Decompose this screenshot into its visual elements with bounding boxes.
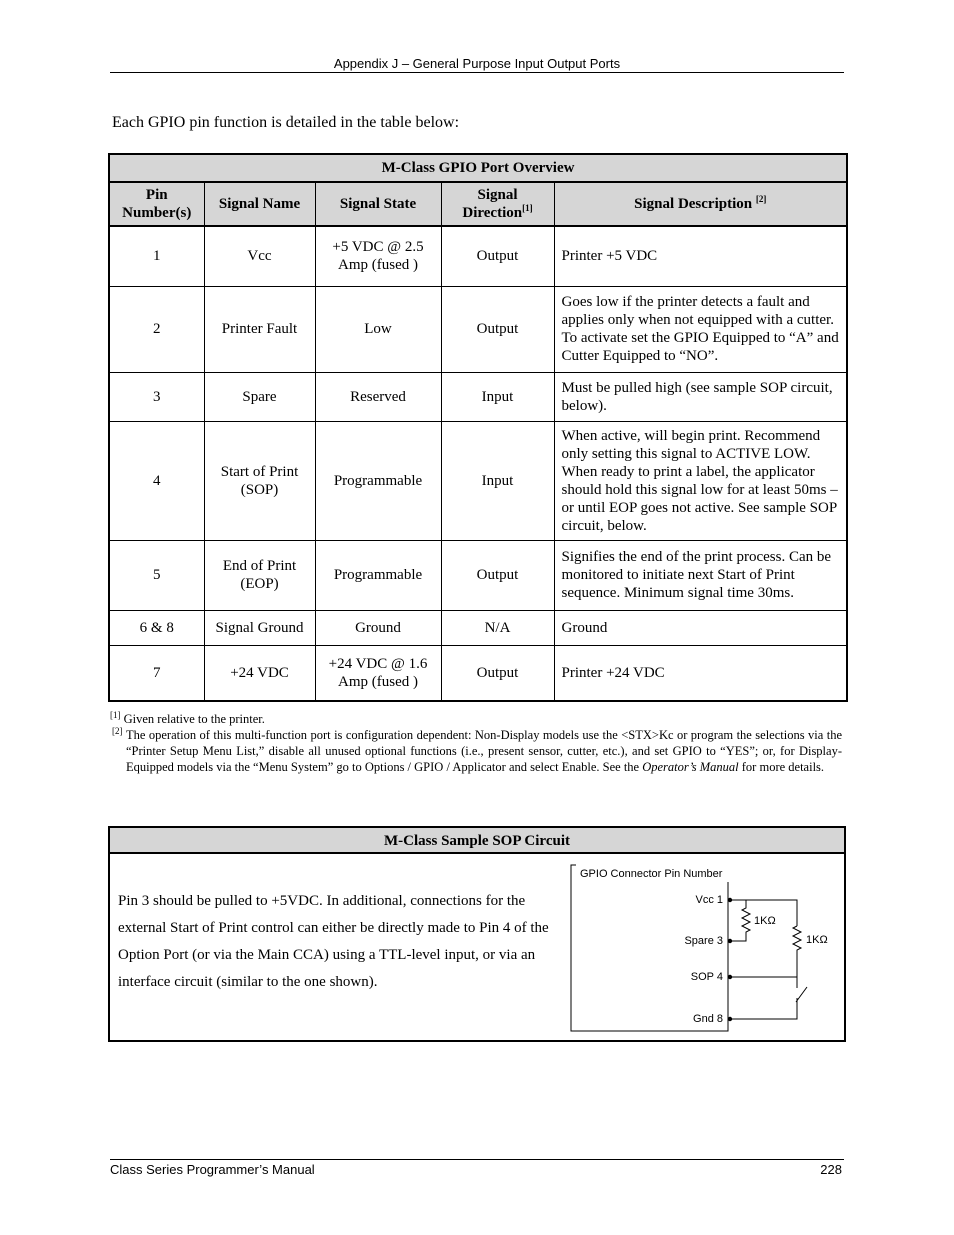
cell-pin: 2 (109, 286, 204, 372)
cell-description: Printer +5 VDC (554, 226, 847, 286)
cell-pin: 4 (109, 421, 204, 540)
footnote-1-text: Given relative to the printer. (123, 712, 265, 726)
connector-box (571, 865, 728, 1031)
col-header-direction-label: Signal Direction (462, 187, 523, 221)
table-row (109, 372, 847, 421)
resistor-1-label (754, 915, 776, 927)
col-header-name: Signal Name (204, 182, 315, 226)
cell-direction: Output (441, 226, 554, 286)
cell-description: Goes low if the printer detects a fault and applies only when not equipped with a cutter. To activate set the GPIO Equipped to “A” and Cutter Equipped to “NO”. (554, 286, 847, 372)
footnote-2-marker: [2] (112, 725, 123, 736)
cell-direction: Output (441, 540, 554, 610)
resistor-2-value: 1K (806, 934, 820, 946)
switch-blade (796, 987, 807, 1002)
footer-rule (110, 1159, 844, 1160)
resistor-1-ohm: Ω (767, 915, 776, 927)
cell-direction: Input (441, 421, 554, 540)
cell-pin: 7 (109, 645, 204, 701)
table-row (109, 421, 847, 540)
resistor-2 (730, 926, 801, 977)
pin-label-sop: SOP 4 (690, 971, 723, 983)
sop-description: Pin 3 should be pulled to +5VDC. In additional, connections for the external Start of Print control can either be directly made to Pin 4 of the Option Port (or via the Main CCA) using a TTL-level input, or via an interface circuit (similar to the one shown). (118, 893, 549, 990)
resistor-1 (730, 900, 750, 941)
cell-state: Low (315, 286, 441, 372)
cell-description: When active, will begin print. Recommend only setting this signal to ACTIVE LOW. When ready to print a label, the applicator should hold this signal low for at least 50ms – or until EOP goes not active. See sample SOP circuit, below. (554, 421, 847, 540)
col-header-direction (441, 182, 554, 226)
footnote-2-text-b: for more details. (738, 760, 825, 774)
cell-state: +24 VDC @ 1.6 Amp (fused ) (315, 645, 441, 701)
intro-paragraph: Each GPIO pin function is detailed in the table below: (112, 114, 460, 131)
cell-description: Printer +24 VDC (554, 645, 847, 701)
resistor-2-ohm: Ω (819, 934, 828, 946)
cell-name: Spare (204, 372, 315, 421)
cell-name: Start of Print (SOP) (204, 421, 315, 540)
cell-state: +5 VDC @ 2.5 Amp (fused ) (315, 226, 441, 286)
footnote-1-marker: [1] (110, 709, 121, 720)
gpio-overview-table (108, 153, 848, 702)
header-rule (110, 72, 844, 73)
footer-manual-title: Class Series Programmer’s Manual (110, 1162, 315, 1177)
cell-pin: 3 (109, 372, 204, 421)
cell-state: Reserved (315, 372, 441, 421)
cell-pin: 1 (109, 226, 204, 286)
cell-name: Printer Fault (204, 286, 315, 372)
cell-name: Signal Ground (204, 610, 315, 645)
footnote-2-manual-title: Operator’s Manual (642, 760, 739, 774)
col-header-description-label: Signal Description (634, 196, 753, 212)
footer-page-number: 228 (820, 1162, 842, 1177)
description-note-marker: [2] (755, 194, 767, 204)
cell-pin: 6 & 8 (109, 610, 204, 645)
cell-state: Programmable (315, 421, 441, 540)
resistor-1-value: 1K (754, 915, 768, 927)
cell-pin: 5 (109, 540, 204, 610)
table-row (109, 645, 847, 701)
pin-label-gnd: Gnd 8 (693, 1013, 723, 1025)
sop-circuit-diagram (570, 864, 846, 1034)
cell-state: Ground (315, 610, 441, 645)
cell-state: Programmable (315, 540, 441, 610)
cell-direction: N/A (441, 610, 554, 645)
resistor-2-label (806, 934, 828, 946)
footnote-2 (110, 727, 842, 775)
footnote-1 (110, 711, 842, 727)
cell-name: End of Print (EOP) (204, 540, 315, 610)
table-row (109, 226, 847, 286)
cell-description: Ground (554, 610, 847, 645)
footnote-2-text-a: The operation of this multi-function port is configuration dependent: Non-Display models use the <STX>Kc or program the selections via the “Printer Setup Menu List,” disable all unused optional functions (i.e., present sensor, cutter, etc.), and set GPIO to “YES”; or, for Display-Equipped models via the “Menu System” go to Options / GPIO / Applicator and select Enable. See the (126, 728, 842, 774)
page-header: Appendix J – General Purpose Input Output Ports (333, 56, 621, 71)
table-row (109, 610, 847, 645)
col-header-description (554, 182, 847, 226)
cell-description: Signifies the end of the print process. Can be monitored to initiate next Start of Print sequence. Minimum signal time 30ms. (554, 540, 847, 610)
col-header-state: Signal State (315, 182, 441, 226)
table-row (109, 286, 847, 372)
pin-label-vcc: Vcc 1 (695, 894, 723, 906)
ground-return (730, 998, 797, 1019)
pin-label-spare: Spare 3 (684, 935, 723, 947)
cell-direction: Output (441, 286, 554, 372)
cell-direction: Output (441, 645, 554, 701)
cell-description: Must be pulled high (see sample SOP circuit, below). (554, 372, 847, 421)
cell-name: +24 VDC (204, 645, 315, 701)
table-title: M-Class GPIO Port Overview (109, 154, 847, 182)
connector-label: GPIO Connector Pin Number (580, 868, 723, 880)
table-row (109, 540, 847, 610)
cell-direction: Input (441, 372, 554, 421)
sop-circuit-panel (108, 826, 846, 1042)
sop-panel-title: M-Class Sample SOP Circuit (110, 828, 844, 854)
direction-note-marker: [1] (522, 203, 533, 213)
cell-name: Vcc (204, 226, 315, 286)
col-header-pin: Pin Number(s) (109, 182, 204, 226)
